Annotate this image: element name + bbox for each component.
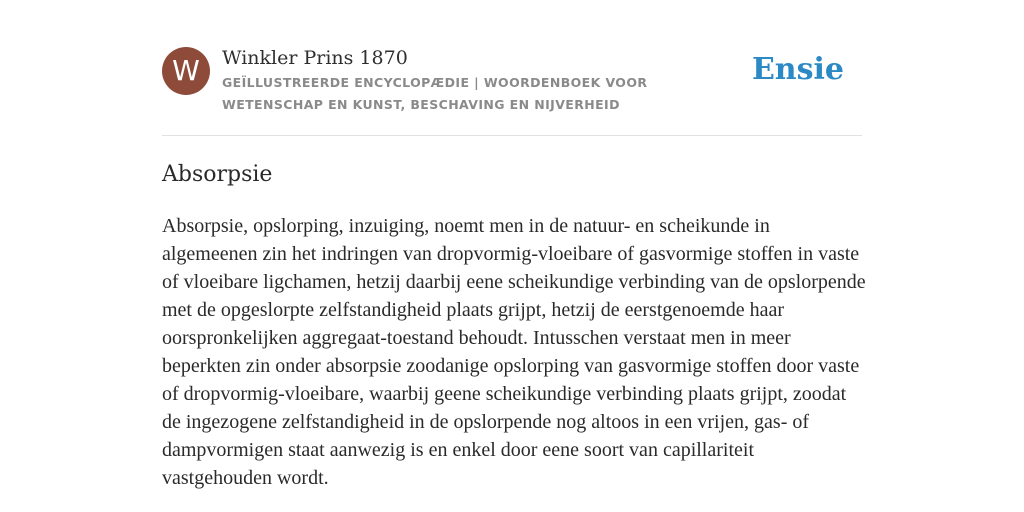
entry-body: Absorpsie, opslorping, inzuiging, noemt men in de natuur- en scheikunde in algemeenen zin het indringen van dropvormig-vloeibare of gasvormige stoffen in vaste of vloeibare ligchamen, hetzij daarbij eene scheikundige verbinding van de opslorpende met de opgeslorpte zelfstandigheid plaats grijpt, hetzij de eerstgenoemde haar oorspronkelijken aggregaat-toestand behoudt. Intusschen verstaat men in meer beperkten zin onder absorpsie zoodanige opslorping van gasvormige stoffen door vaste of dropvormig-vloeibare, waarbij geene scheikundige verbinding plaats grijpt, zoodat de ingezogene zelfstandigheid in de opslorpende nog altoos in een vrijen, gas- of dampvormigen staat aanwezig is en enkel door eene soort van capillariteit vastgehouden wordt. [162,215,866,489]
header-divider [162,135,862,136]
source-avatar[interactable]: W [162,47,210,95]
source-title[interactable]: Winkler Prins 1870 [222,47,408,69]
entry-title: Absorpsie [162,162,273,187]
source-subtitle: GEÏLLUSTREERDE ENCYCLOPÆDIE | WOORDENBOEK VOOR WETENSCHAP EN KUNST, BESCHAVING EN NIJVERHEID [222,75,648,112]
ensie-logo[interactable]: Ensie [751,52,844,87]
source-header [162,46,862,116]
